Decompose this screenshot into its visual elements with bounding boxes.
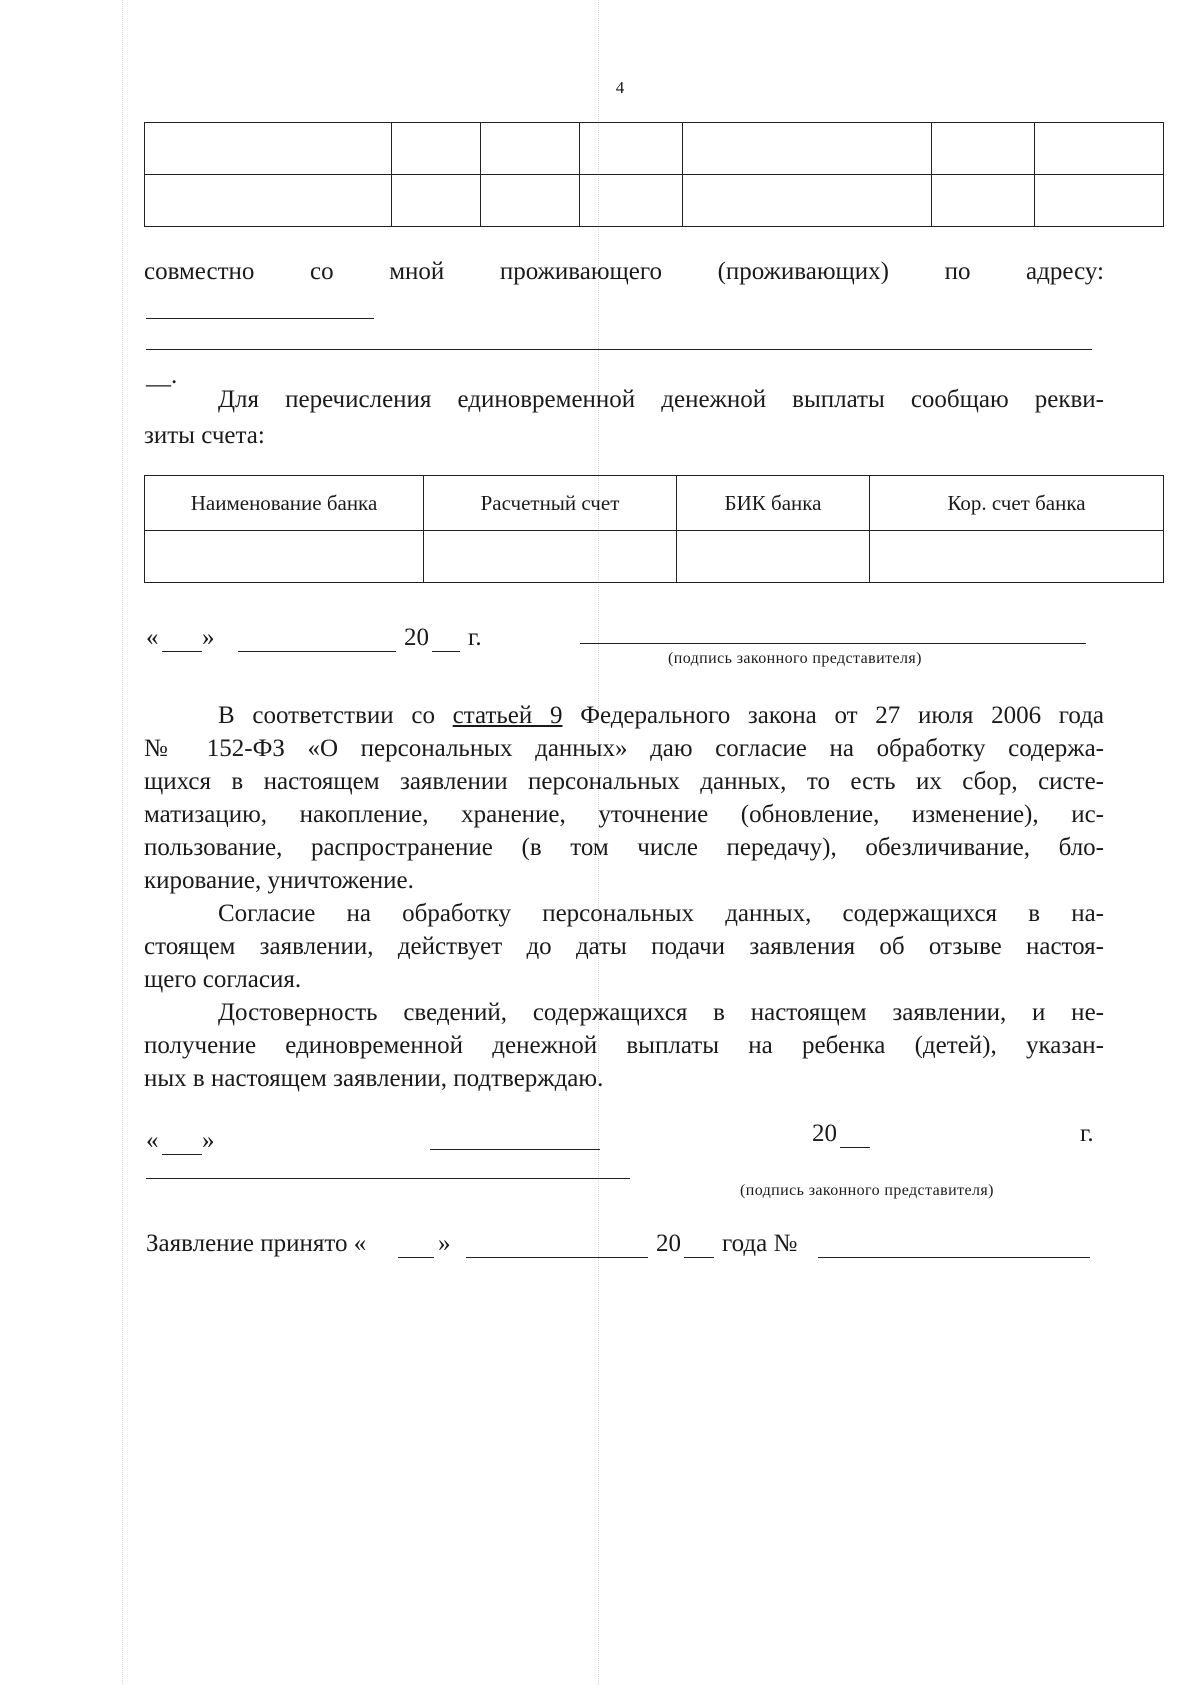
accepted-month-blank[interactable] <box>466 1257 648 1258</box>
table-cell[interactable] <box>392 123 481 175</box>
signature-caption: (подпись законного представителя) <box>668 650 922 667</box>
consent-line: Согласие на обработку персональных данных, содержащихся в на- <box>218 900 1104 927</box>
table-cell[interactable] <box>1035 175 1164 227</box>
table-row <box>145 531 1164 583</box>
law-article-link[interactable]: статьей 9 <box>452 702 563 729</box>
children-table <box>144 122 1164 227</box>
account-cell[interactable] <box>424 531 677 583</box>
account-header: Расчетный счет <box>424 476 677 531</box>
table-cell[interactable] <box>145 175 392 227</box>
signature-blank[interactable] <box>146 1178 630 1179</box>
consent-line: № 152-ФЗ «О персональных данных» даю согласие на обработку содержа- <box>144 735 1104 762</box>
table-header-row <box>145 476 1164 531</box>
year-suffix: г. <box>468 624 482 651</box>
address-word: проживающего <box>499 258 662 285</box>
consent-line: Достоверность сведений, содержащихся в настоящем заявлении, и не- <box>218 999 1104 1026</box>
address-blank-2[interactable] <box>146 349 1092 350</box>
day-open-quote: « <box>146 624 159 651</box>
corr-account-header: Кор. счет банка <box>870 476 1164 531</box>
page-number: 4 <box>615 78 625 97</box>
bank-name-cell[interactable] <box>145 531 424 583</box>
scan-fold-line <box>122 0 123 1685</box>
consent-line: получение единовременной денежной выплаты на ребенка (детей), указан- <box>144 1032 1104 1059</box>
accepted-year-word: года № <box>722 1230 798 1257</box>
accepted-year-prefix: 20 <box>656 1230 681 1257</box>
day-blank[interactable] <box>162 1154 202 1155</box>
consent-text: Федерального закона от 27 июля 2006 года <box>580 702 1105 729</box>
signature-caption: (подпись законного представителя) <box>740 1182 994 1199</box>
month-blank[interactable] <box>238 651 396 652</box>
table-cell[interactable] <box>580 175 683 227</box>
registration-number-blank[interactable] <box>818 1257 1090 1258</box>
table-cell[interactable] <box>683 175 932 227</box>
requisites-line-1: Для перечисления единовременной денежной выплаты сообщаю рекви- <box>218 386 1104 413</box>
address-word: (проживающих) <box>717 258 889 285</box>
accepted-year-blank[interactable] <box>684 1257 714 1258</box>
month-blank[interactable] <box>430 1149 600 1150</box>
table-cell[interactable] <box>481 175 580 227</box>
address-word: мной <box>389 258 445 285</box>
accepted-day-blank[interactable] <box>398 1257 434 1258</box>
year-prefix: 20 <box>404 624 429 651</box>
consent-line: стоящем заявлении, действует до даты подачи заявления об отзыве настоя- <box>144 933 1104 960</box>
year-suffix: г. <box>1080 1120 1094 1147</box>
year-blank[interactable] <box>840 1147 870 1148</box>
bik-header: БИК банка <box>677 476 870 531</box>
day-open-quote: « <box>146 1127 159 1154</box>
address-blank-1[interactable] <box>146 318 374 319</box>
consent-line: щихся в настоящем заявлении персональных данных, то есть их сбор, систе- <box>144 768 1104 795</box>
accepted-quote-close: » <box>438 1230 451 1257</box>
consent-line: кирование, уничтожение. <box>144 867 414 894</box>
bik-cell[interactable] <box>677 531 870 583</box>
table-cell[interactable] <box>1035 123 1164 175</box>
year-prefix: 20 <box>812 1120 837 1147</box>
table-row <box>145 123 1164 175</box>
address-end: __. <box>146 362 178 389</box>
bank-table <box>144 475 1164 583</box>
table-row <box>145 175 1164 227</box>
address-line <box>144 256 1104 288</box>
consent-line <box>144 700 1104 732</box>
day-close-quote: » <box>202 624 215 651</box>
address-word: по <box>944 258 971 285</box>
table-cell[interactable] <box>932 175 1035 227</box>
table-cell[interactable] <box>481 123 580 175</box>
day-blank[interactable] <box>162 651 202 652</box>
consent-line: щего согласия. <box>144 966 302 993</box>
year-blank[interactable] <box>432 651 460 652</box>
accepted-label: Заявление принято « <box>146 1230 367 1257</box>
consent-line: ных в настоящем заявлении, подтверждаю. <box>144 1065 604 1092</box>
bank-name-header: Наименование банка <box>145 476 424 531</box>
address-word: адресу: <box>1026 258 1104 285</box>
day-close-quote: » <box>202 1127 215 1154</box>
signature-blank[interactable] <box>580 643 1086 644</box>
consent-line: пользование, распространение (в том числе передачу), обезличивание, бло- <box>144 834 1104 861</box>
address-word: совместно <box>144 258 255 285</box>
consent-text: В соответствии со <box>218 702 435 729</box>
table-cell[interactable] <box>580 123 683 175</box>
table-cell[interactable] <box>392 175 481 227</box>
table-cell[interactable] <box>683 123 932 175</box>
consent-line: матизацию, накопление, хранение, уточнение (обновление, изменение), ис- <box>144 801 1104 828</box>
address-word: со <box>310 258 334 285</box>
table-cell[interactable] <box>145 123 392 175</box>
table-cell[interactable] <box>932 123 1035 175</box>
requisites-line-2: зиты счета: <box>144 422 265 449</box>
corr-account-cell[interactable] <box>870 531 1164 583</box>
